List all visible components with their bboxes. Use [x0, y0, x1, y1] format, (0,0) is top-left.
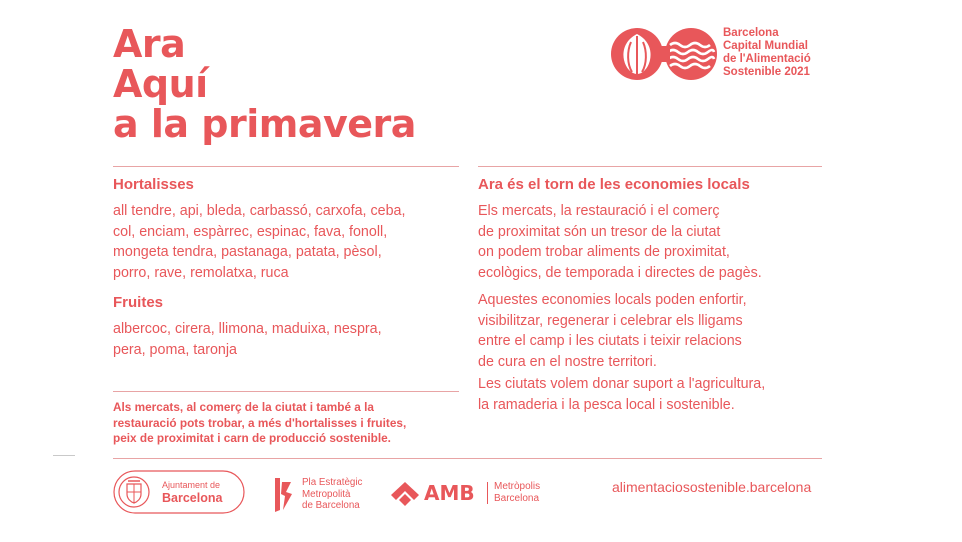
fruits-line: pera, poma, taronja — [113, 341, 237, 358]
ajuntament-big: Barcelona — [162, 491, 223, 505]
divider-right-top — [478, 166, 822, 167]
divider-left-bottom — [113, 391, 459, 392]
economies-paragraph-1 — [478, 201, 828, 283]
page-title — [113, 24, 473, 144]
amb-divider — [487, 482, 488, 504]
vegetables-line: mongeta tendra, pastanaga, patata, pèsol, — [113, 244, 382, 260]
badge-line-3: de l'Alimentació — [723, 53, 811, 65]
economies-paragraph-3 — [478, 374, 828, 415]
economies-heading: Ara és el torn de les economies locals — [478, 176, 750, 193]
amb-logo-icon — [390, 481, 420, 507]
amb-sub-line: Metròpolis — [494, 481, 541, 492]
vegetables-line: all tendre, api, bleda, carbassó, carxofa, ceba, — [113, 203, 406, 219]
pla-line: Pla Estratègic — [302, 477, 363, 488]
badge-line-4: Sostenible 2021 — [723, 66, 810, 78]
vegetables-heading: Hortalisses — [113, 176, 194, 193]
paragraph-line: entre el camp i les ciutats i teixir relacions — [478, 333, 742, 349]
paragraph-line: de cura en el nostre territori. — [478, 353, 657, 370]
badge-line-1: Barcelona — [723, 27, 779, 39]
divider-footer — [113, 458, 822, 459]
amb-sub-line: Barcelona — [494, 493, 540, 504]
vegetables-list — [113, 201, 463, 283]
note-line: peix de proximitat i carn de producció sostenible. — [113, 431, 391, 445]
amb-name: AMB — [424, 481, 475, 505]
pla-estrategic-logo-icon — [272, 476, 294, 514]
note-line: Als mercats, al comerç de la ciutat i també a la — [113, 400, 374, 414]
ajuntament-small: Ajuntament de — [162, 480, 221, 490]
pla-line: de Barcelona — [302, 500, 360, 511]
ajuntament-name — [162, 480, 222, 505]
economies-paragraph-2 — [478, 290, 828, 372]
markets-note — [113, 400, 463, 447]
paragraph-line: on podem trobar aliments de proximitat, — [478, 244, 730, 260]
paragraph-line: Les ciutats volem donar suport a l'agricultura, — [478, 376, 766, 392]
vegetables-line: porro, rave, remolatxa, ruca — [113, 264, 289, 281]
paragraph-line: visibilitzar, regenerar i celebrar els lligams — [478, 312, 743, 329]
paragraph-line: Els mercats, la restauració i el comerç — [478, 203, 720, 219]
title-line-3: a la primavera — [113, 102, 416, 146]
note-line: restauració pots trobar, a més d'hortalisses i fruites, — [113, 415, 407, 430]
fruits-line: albercoc, cirera, llimona, maduixa, nespra, — [113, 321, 382, 337]
pla-line: Metropolità — [302, 488, 351, 500]
pla-estrategic-name — [302, 477, 362, 512]
title-line-2: Aquí — [113, 62, 208, 106]
amb-subtitle — [494, 481, 540, 505]
title-line-1: Ara — [113, 22, 186, 66]
vegetables-line: col, enciam, espàrrec, espinac, fava, fonoll, — [113, 223, 388, 240]
capital-alimentacio-badge — [723, 27, 873, 79]
paragraph-line: la ramaderia i la pesca local i sostenible. — [478, 396, 735, 413]
divider-left-top — [113, 166, 459, 167]
badge-line-2: Capital Mundial — [723, 40, 808, 52]
website-link[interactable]: alimentaciosostenible.barcelona — [612, 479, 812, 495]
fruits-heading: Fruites — [113, 294, 164, 311]
paragraph-line: de proximitat són un tresor de la ciutat — [478, 223, 721, 240]
paragraph-line: Aquestes economies locals poden enfortir, — [478, 292, 747, 308]
paragraph-line: ecològics, de temporada i directes de pagès. — [478, 264, 762, 281]
fruits-list — [113, 319, 463, 360]
divider-margin-mark — [53, 455, 75, 456]
